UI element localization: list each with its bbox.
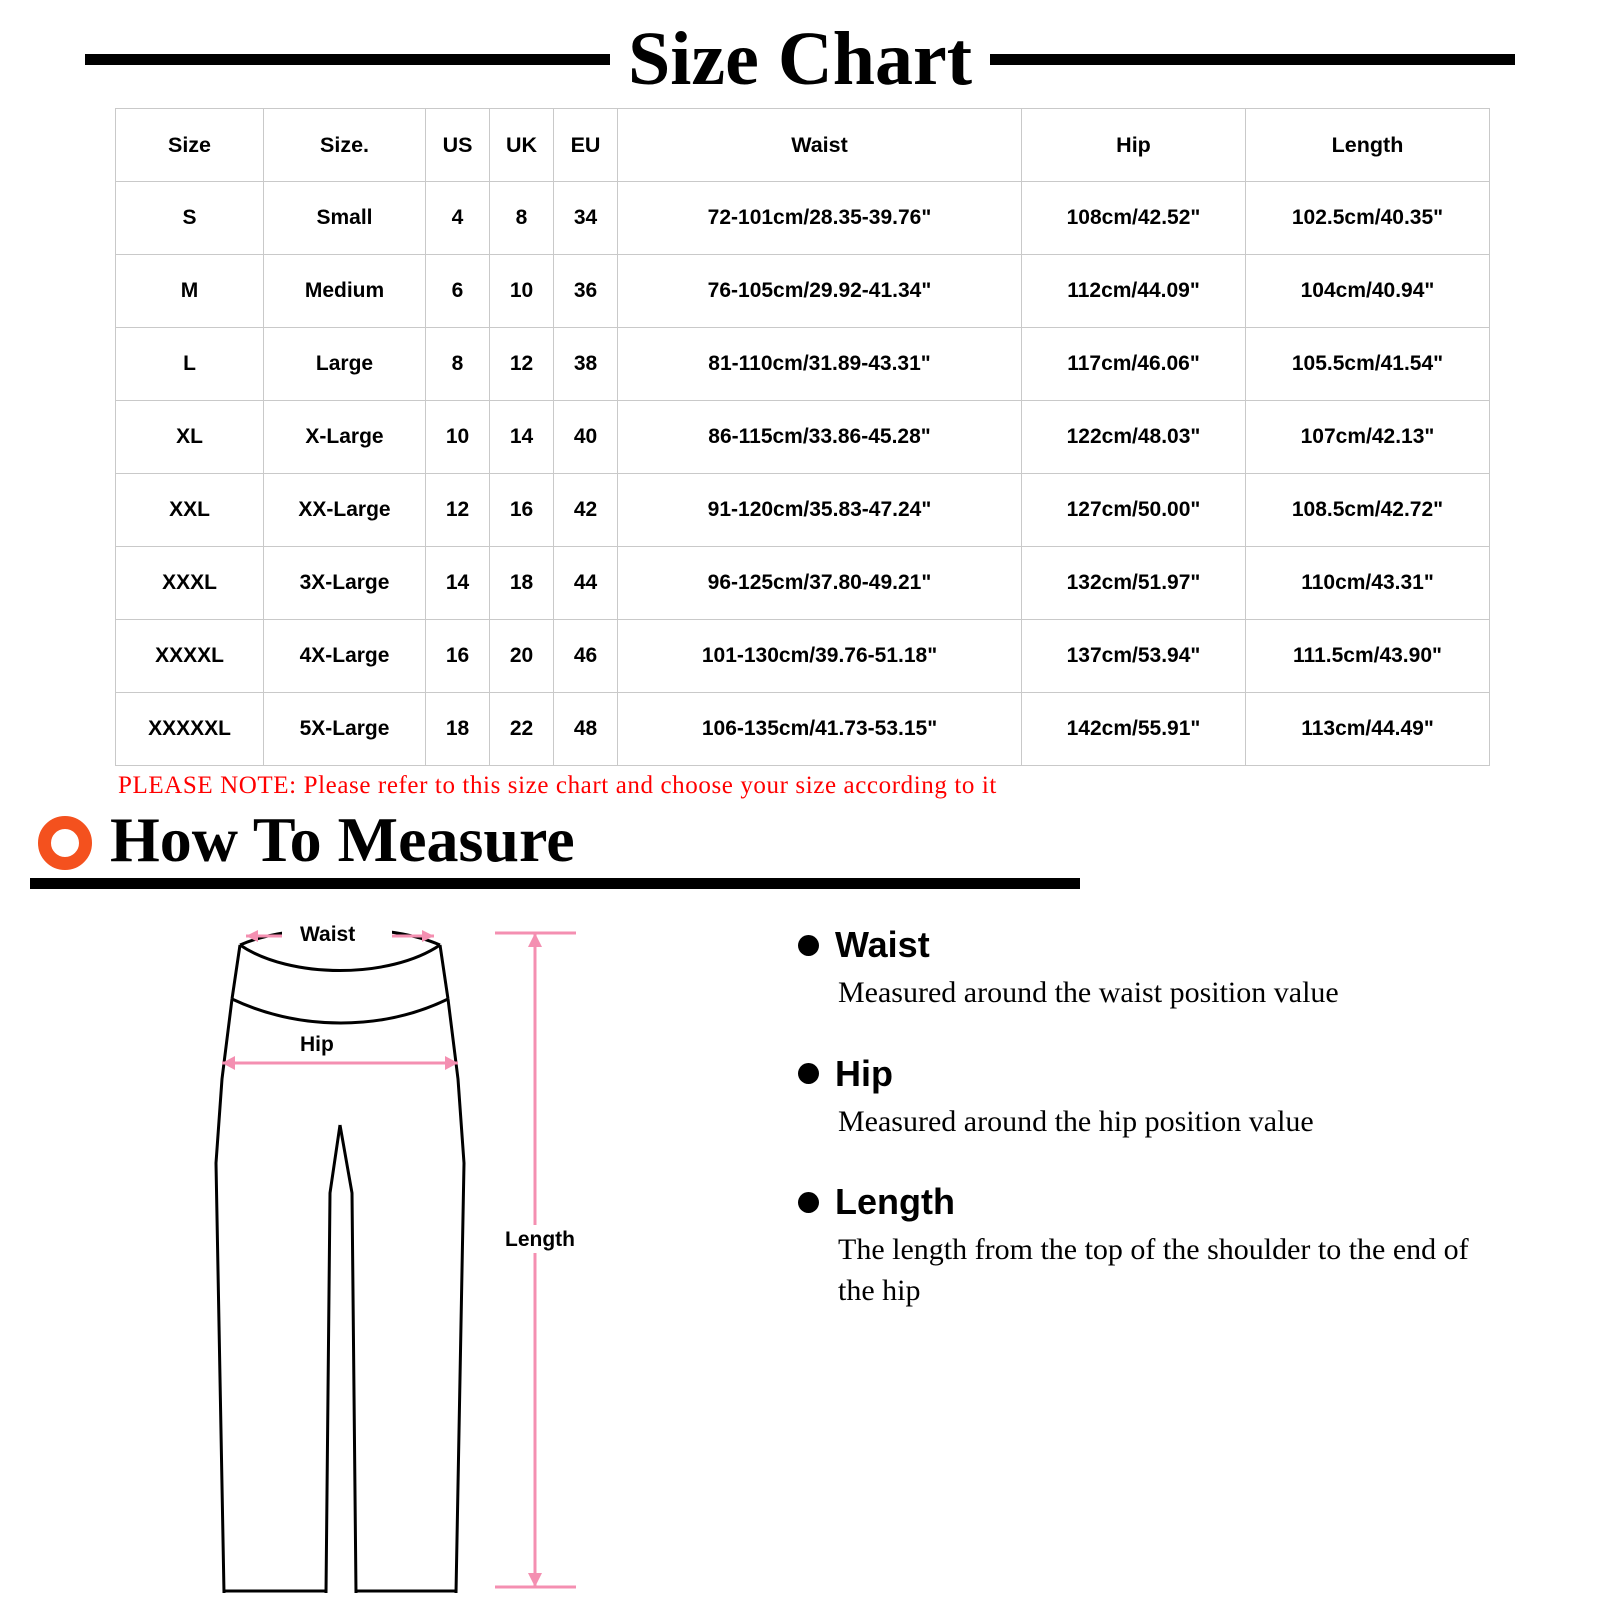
legend-title-length [798,1181,1540,1222]
legend-title-hip [798,1052,1540,1094]
cell-uk: 16 [490,474,554,547]
cell-length: 105.5cm/41.54" [1246,328,1490,401]
cell-us: 14 [426,547,490,620]
cell-hip: 117cm/46.06" [1022,328,1246,401]
column-header-size: Size [116,109,264,182]
cell-us: 4 [426,182,490,255]
column-header-size2: Size. [264,109,426,182]
cell-waist: 86-115cm/33.86-45.28" [618,401,1022,474]
legend-item-hip [798,1052,1540,1143]
cell-size: XXXXL [116,620,264,693]
cell-length: 107cm/42.13" [1246,401,1490,474]
cell-us: 6 [426,255,490,328]
how-to-measure-underline [30,878,1080,889]
measure-content [0,889,1600,1593]
column-header-waist: Waist [618,109,1022,182]
pants-diagram-svg [0,903,760,1593]
cell-eu: 38 [554,328,618,401]
cell-waist: 106-135cm/41.73-53.15" [618,693,1022,766]
table-row [116,182,1490,255]
cell-us: 18 [426,693,490,766]
table-header-row [116,109,1490,182]
cell-eu: 48 [554,693,618,766]
column-header-length: Length [1246,109,1490,182]
cell-length: 111.5cm/43.90" [1246,620,1490,693]
cell-us: 8 [426,328,490,401]
cell-size: XXXXXL [116,693,264,766]
length-label: Length [505,1228,575,1251]
page-header [0,0,1600,100]
cell-us: 10 [426,401,490,474]
cell-waist: 101-130cm/39.76-51.18" [618,620,1022,693]
cell-size2: 5X-Large [264,693,426,766]
cell-length: 108.5cm/42.72" [1246,474,1490,547]
cell-waist: 76-105cm/29.92-41.34" [618,255,1022,328]
table-row [116,255,1490,328]
size-chart-note: PLEASE NOTE: Please refer to this size chart and choose your size according to it [118,772,997,799]
cell-waist: 72-101cm/28.35-39.76" [618,182,1022,255]
cell-hip: 132cm/51.97" [1022,547,1246,620]
measure-legend [760,903,1600,1593]
legend-item-length [798,1181,1540,1311]
cell-eu: 46 [554,620,618,693]
cell-eu: 34 [554,182,618,255]
bullet-icon [798,935,819,956]
column-header-uk: UK [490,109,554,182]
how-to-measure-section [0,804,1600,889]
size-chart-table [115,108,1490,766]
cell-length: 102.5cm/40.35" [1246,182,1490,255]
cell-waist: 96-125cm/37.80-49.21" [618,547,1022,620]
cell-uk: 12 [490,328,554,401]
legend-label-length: Length [835,1181,955,1222]
cell-hip: 127cm/50.00" [1022,474,1246,547]
cell-size2: 4X-Large [264,620,426,693]
table-row [116,401,1490,474]
cell-size: XXXL [116,547,264,620]
how-to-measure-title: How To Measure [110,804,575,875]
legend-title-waist [798,924,1540,965]
cell-length: 104cm/40.94" [1246,255,1490,328]
cell-size: M [116,255,264,328]
cell-hip: 142cm/55.91" [1022,693,1246,766]
legend-desc-waist: Measured around the waist position value [838,976,1339,1009]
legend-desc-hip: Measured around the hip position value [838,1104,1314,1138]
cell-size2: XX-Large [264,474,426,547]
cell-size2: Small [264,182,426,255]
cell-eu: 42 [554,474,618,547]
bullet-icon [798,1063,819,1084]
column-header-us: US [426,109,490,182]
cell-us: 12 [426,474,490,547]
cell-uk: 10 [490,255,554,328]
hip-measure-arrow [222,1056,458,1070]
cell-waist: 81-110cm/31.89-43.31" [618,328,1022,401]
cell-size2: X-Large [264,401,426,474]
cell-uk: 18 [490,547,554,620]
cell-eu: 40 [554,401,618,474]
legend-label-waist: Waist [835,924,930,965]
header-rule-right [990,54,1515,65]
size-chart-table-container [0,100,1600,766]
cell-hip: 137cm/53.94" [1022,620,1246,693]
legend-label-hip: Hip [835,1052,893,1094]
header-rule-left [85,54,610,65]
cell-length: 110cm/43.31" [1246,547,1490,620]
cell-size: L [116,328,264,401]
cell-size: S [116,182,264,255]
table-row [116,547,1490,620]
cell-size: XL [116,401,264,474]
cell-hip: 108cm/42.52" [1022,182,1246,255]
table-row [116,693,1490,766]
cell-uk: 14 [490,401,554,474]
pants-diagram [0,903,760,1593]
cell-eu: 44 [554,547,618,620]
legend-desc-length: The length from the top of the shoulder to the end of the hip [838,1233,1469,1307]
table-row [116,328,1490,401]
table-row [116,620,1490,693]
legend-item-waist [798,924,1540,1014]
cell-us: 16 [426,620,490,693]
cell-hip: 112cm/44.09" [1022,255,1246,328]
bullet-icon [798,1192,819,1213]
cell-uk: 8 [490,182,554,255]
cell-uk: 20 [490,620,554,693]
column-header-hip: Hip [1022,109,1246,182]
cell-size2: 3X-Large [264,547,426,620]
ring-icon [38,816,92,870]
waist-label: Waist [300,923,356,946]
cell-hip: 122cm/48.03" [1022,401,1246,474]
cell-length: 113cm/44.49" [1246,693,1490,766]
table-row [116,474,1490,547]
hip-label: Hip [300,1033,334,1056]
cell-eu: 36 [554,255,618,328]
page-title: Size Chart [627,17,973,101]
how-to-measure-heading [38,804,1600,875]
length-measure-arrow [495,933,576,1587]
cell-size2: Large [264,328,426,401]
cell-size: XXL [116,474,264,547]
cell-uk: 22 [490,693,554,766]
cell-waist: 91-120cm/35.83-47.24" [618,474,1022,547]
cell-size2: Medium [264,255,426,328]
column-header-eu: EU [554,109,618,182]
